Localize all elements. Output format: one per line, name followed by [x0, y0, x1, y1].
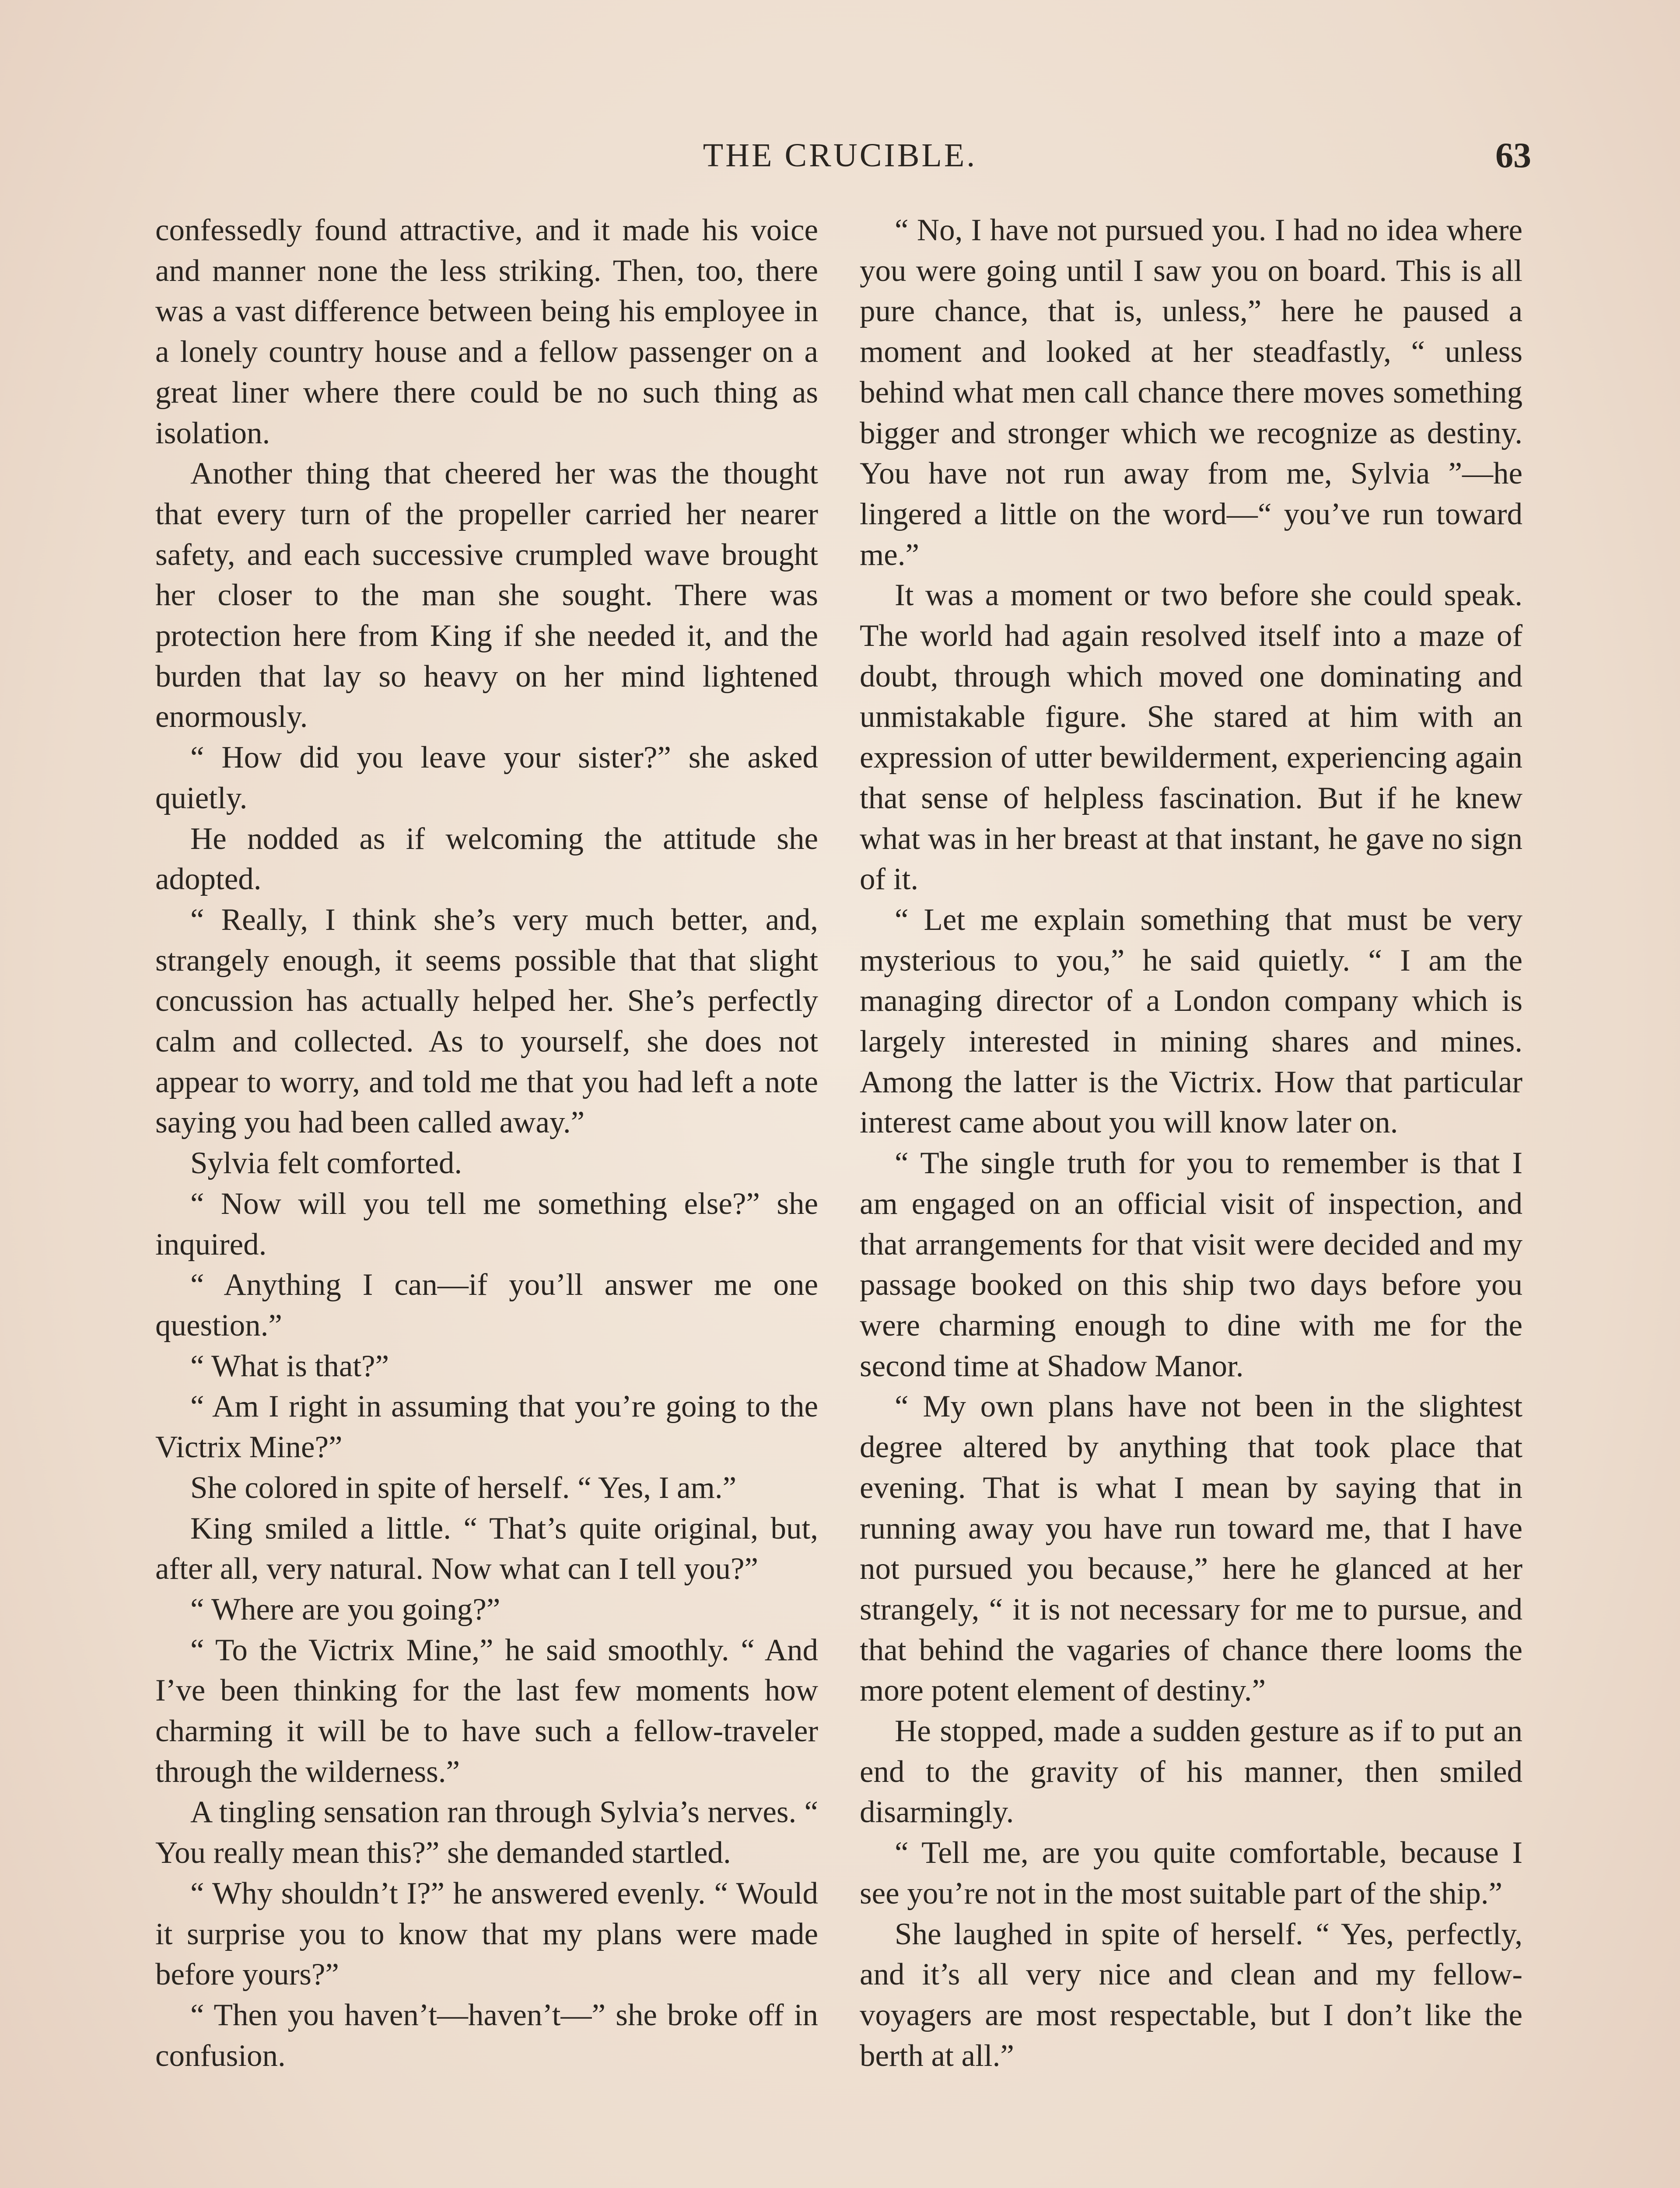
paragraph: “ Really, I think she’s very much better, and, strangely enough, it seems possible that that slight concussion has actually helped her. She’s perfectly calm and collected. As to yourself, she does not appear to worry, and told me that you had left a note saying you had been called away.”: [155, 902, 818, 1140]
paragraph: It was a moment or two before she could speak. The world had again resolved itself into a maze of doubt, through which moved one dominating and unmistakable figure. She stared at him with an expression of utter bewilderment, experiencing again that sense of helpless fascination. But if he knew what was in her breast at that instant, he gave no sign of it.: [860, 578, 1522, 897]
running-title: THE CRUCIBLE.: [703, 137, 977, 174]
paragraph: “ Tell me, are you quite comfortable, because I see you’re not in the most suitable part of the ship.”: [860, 1836, 1522, 1911]
right-column: [860, 210, 1522, 2076]
paragraph: “ Am I right in assuming that you’re going to the Victrix Mine?”: [155, 1389, 818, 1465]
paragraph: “ Then you haven’t—haven’t—” she broke off in confusion.: [155, 1998, 818, 2073]
paragraph: “ Anything I can—if you’ll answer me one question.”: [155, 1268, 818, 1343]
paragraph: “ Why shouldn’t I?” he answered evenly. “ Would it surprise you to know that my plans were made before yours?”: [155, 1876, 818, 1992]
paragraph: “ What is that?”: [190, 1349, 389, 1383]
paragraph: Another thing that cheered her was the thought that every turn of the propeller carried her nearer safety, and each successive crumpled wave brought her closer to the man she sought. There was protection here from King if she needed it, and the burden that lay so heavy on her mind lightened enormously.: [155, 456, 818, 734]
paragraph: She colored in spite of herself. “ Yes, I am.”: [190, 1470, 737, 1505]
page-number: 63: [1495, 135, 1531, 175]
paragraph: “ My own plans have not been in the slightest degree altered by anything that took place that evening. That is what I mean by saying that in running away you have run toward me, that I have not pursued you because,” here he glanced at her strangely, “ it is not necessary for me to pursue, and that behind the vagaries of chance there looms the more potent element of destiny.”: [860, 1389, 1522, 1708]
page-header: [0, 131, 1680, 179]
paragraph: “ How did you leave your sister?” she asked quietly.: [155, 740, 818, 815]
paragraph: She laughed in spite of herself. “ Yes, perfectly, and it’s all very nice and clean and my fellow-voyagers are most respectable, but I don’t like the berth at all.”: [860, 1917, 1522, 2073]
paragraph: A tingling sensation ran through Sylvia’s nerves. “ You really mean this?” she demanded startled.: [155, 1795, 818, 1870]
paragraph: confessedly found attractive, and it made his voice and manner none the less striking. Then, too, there was a vast difference between being his employee in a lonely country house and a fellow passenger on a great liner where there could be no such thing as isolation.: [155, 213, 818, 450]
paragraph: King smiled a little. “ That’s quite original, but, after all, very natural. Now what can I tell you?”: [155, 1511, 818, 1586]
paragraph: “ Where are you going?”: [190, 1592, 500, 1627]
paragraph: “ Now will you tell me something else?” she inquired.: [155, 1186, 818, 1262]
paragraph: “ The single truth for you to remember is that I am engaged on an official visit of inspection, and that arrangements for that visit were decided and my passage booked on this ship two days before you were charming enough to dine with me for the second time at Shadow Manor.: [860, 1146, 1522, 1383]
paragraph: “ To the Victrix Mine,” he said smoothly. “ And I’ve been thinking for the last few moments how charming it will be to have such a fellow-traveler through the wilderness.”: [155, 1633, 818, 1789]
paragraph: “ Let me explain something that must be very mysterious to you,” he said quietly. “ I am the managing director of a London company which is largely interested in mining shares and mines. Among the latter is the Victrix. How that particular interest came about you will know later on.: [860, 902, 1522, 1140]
left-column: [155, 210, 818, 2076]
paragraph: He stopped, made a sudden gesture as if to put an end to the gravity of his manner, then smiled disarmingly.: [860, 1714, 1522, 1830]
paragraph: He nodded as if welcoming the attitude she adopted.: [155, 821, 818, 897]
paragraph: Sylvia felt comforted.: [190, 1146, 462, 1181]
paragraph: “ No, I have not pursued you. I had no idea where you were going until I saw you on board. This is all pure chance, that is, unless,” here he paused a moment and looked at her steadfastly, “ unless behind what men call chance there moves something bigger and stronger which we recognize as destiny. You have not run away from me, Sylvia ”—he lingered a little on the word—“ you’ve run toward me.”: [860, 213, 1522, 572]
